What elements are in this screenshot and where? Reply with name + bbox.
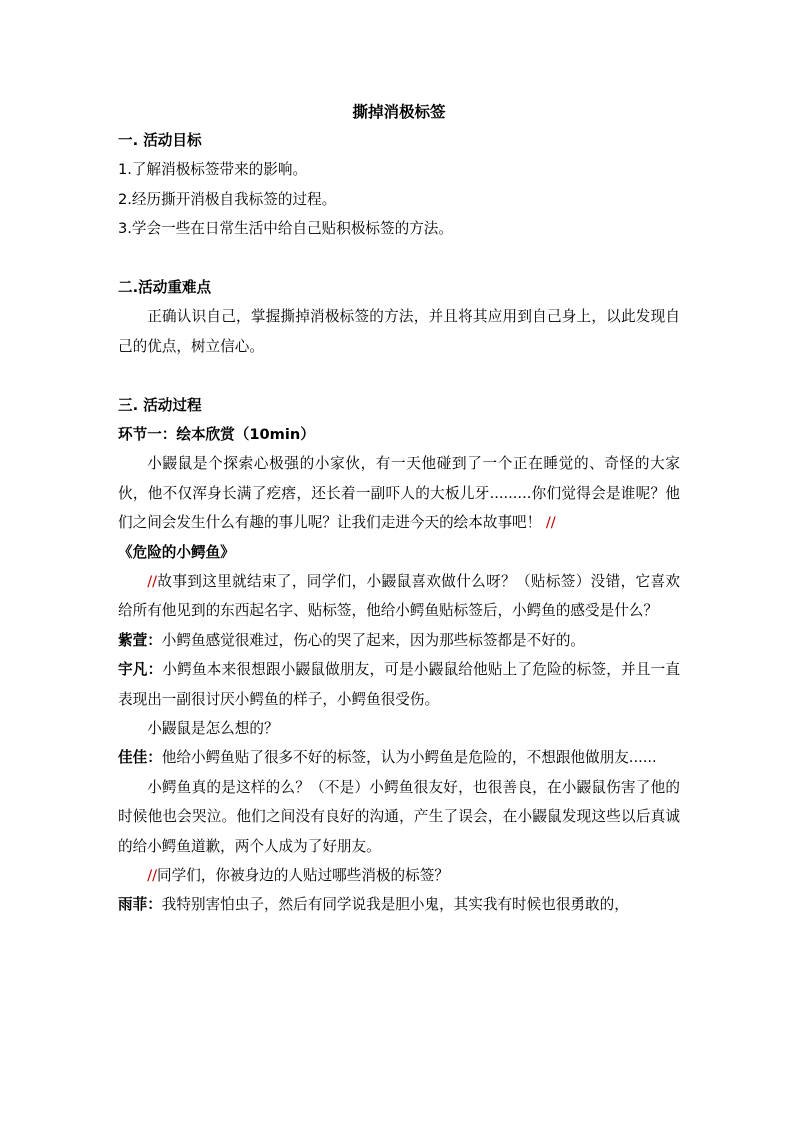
teacher-prompt: [118, 861, 680, 890]
document-page: [118, 98, 680, 920]
book-title: 《危险的小鳄鱼》: [118, 543, 235, 561]
discussion-marker: //: [147, 572, 158, 590]
discussion-paragraph: [118, 567, 680, 626]
speaker-name: 佳佳：: [118, 749, 162, 767]
goal-item-3: 3.学会一些在日常生活中给自己贴积极标签的方法。: [118, 220, 453, 238]
spacer: [118, 244, 680, 273]
speech-text: 小鳄鱼感觉很难过，伤心的哭了起来，因为那些标签都是不好的。: [161, 631, 586, 649]
story-intro-paragraph: [118, 449, 680, 537]
section3-heading: 三. 活动过程: [118, 396, 202, 414]
spacer: [118, 361, 680, 390]
prompt-marker: //: [147, 867, 158, 884]
speech-text: 我特别害怕虫子，然后有同学说我是胆小鬼，其实我有时候也很勇敢的，: [161, 896, 629, 914]
student-answer-4: [118, 890, 680, 919]
teacher-explanation: 小鳄鱼真的是这样的么？（不是）小鳄鱼很友好，也很善良，在小鼹鼠伤害了他的时候他也会哭泣。他们之间没有良好的沟通，产生了误会，在小鼹鼠发现这些以后真诚的给小鳄鱼道歉，两个人成为了好朋友。: [118, 778, 680, 855]
step1-label: 环节一：绘本欣赏（10min）: [118, 425, 315, 443]
goal-item-2: 2.经历撕开消极自我标签的过程。: [118, 190, 337, 208]
story-marker: //: [545, 514, 556, 532]
section2-heading: 二.活动重难点: [118, 278, 212, 296]
prompt-text: 同学们，你被身边的人贴过哪些消极的标签？: [157, 867, 449, 884]
goal-item-1: 1.了解消极标签带来的影响。: [118, 161, 308, 179]
document-title: 撕掉消极标签: [352, 103, 446, 121]
discussion-text: 故事到这里就结束了，同学们，小鼹鼠喜欢做什么呀？（贴标签）没错，它喜欢给所有他见到的东西起名字、贴标签，他给小鳄鱼贴标签后，小鳄鱼的感受是什么？: [118, 572, 680, 620]
student-answer-1: [118, 626, 680, 655]
key-points-paragraph: 正确认识自己，掌握撕掉消极标签的方法，并且将其应用到自己身上，以此发现自己的优点，树立信心。: [118, 308, 680, 355]
section1-heading: 一. 活动目标: [118, 132, 202, 149]
speaker-name: 紫萱：: [118, 631, 162, 649]
speech-text: 他给小鳄鱼贴了很多不好的标签，认为小鳄鱼是危险的，不想跟他做朋友......: [161, 749, 657, 767]
teacher-question: 小鼹鼠是怎么想的？: [147, 719, 279, 737]
speaker-name: 雨菲：: [118, 896, 162, 914]
story-intro-text: 小鼹鼠是个探索心极强的小家伙，有一天他碰到了一个正在睡觉的、奇怪的大家伙，他不仅浑身长满了疙瘩，还长着一副吓人的大板儿牙.........你们觉得会是谁呢？他们之间会发生什么有趣的事儿呢？让我们走进今天的绘本故事吧！: [118, 455, 680, 532]
student-answer-2: [118, 655, 680, 714]
student-answer-3: [118, 743, 680, 772]
speaker-name: 宇凡：: [118, 661, 163, 679]
speech-text: 小鳄鱼本来很想跟小鼹鼠做朋友，可是小鼹鼠给他贴上了危险的标签，并且一直表现出一副很讨厌小鳄鱼的样子，小鳄鱼很受伤。: [118, 661, 680, 708]
